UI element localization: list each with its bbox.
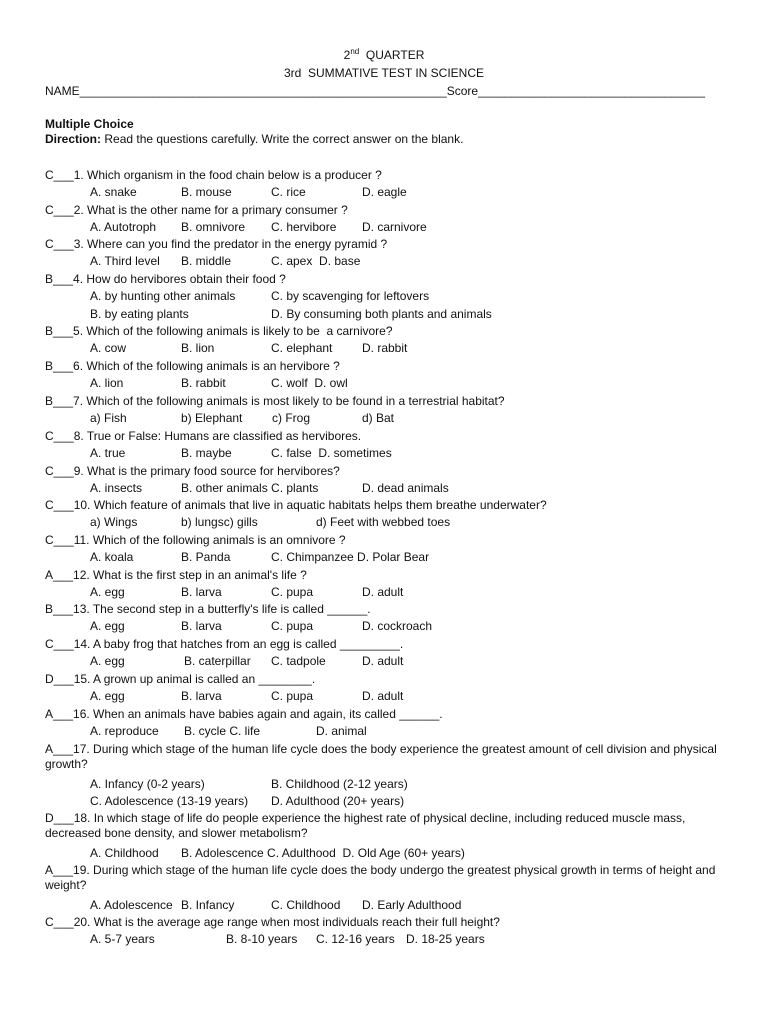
question-8-option: B. maybe: [181, 446, 232, 460]
question-5-option: D. rabbit: [362, 341, 408, 355]
question-17: A___17. During which stage of the human life cycle does the body experience the greatest amount of cell division and physical growth?: [45, 742, 717, 771]
question-1: C___1. Which organism in the food chain below is a producer ?: [45, 168, 382, 182]
question-5-option: C. elephant: [271, 341, 333, 355]
question-1-option: B. mouse: [181, 185, 232, 199]
question-7-option: b) Elephant: [181, 411, 243, 425]
question-20: C___20. What is the average age range when most individuals reach their full height?: [45, 915, 500, 929]
question-7-option: a) Fish: [90, 411, 127, 425]
question-19-option: D. Early Adulthood: [362, 898, 462, 912]
question-14-option: A. egg: [90, 654, 125, 668]
quarter-heading: 2nd QUARTER: [343, 47, 425, 62]
question-1-option: A. snake: [90, 185, 137, 199]
question-8-option: C. false D. sometimes: [271, 446, 392, 460]
question-16-option: A. reproduce: [90, 724, 159, 738]
question-20-option: C. 12-16 years: [316, 932, 395, 946]
question-4-option: A. by hunting other animals: [90, 289, 236, 303]
question-13-option: D. cockroach: [362, 619, 433, 633]
question-18-option: B. Adolescence C. Adulthood D. Old Age (60+ years): [181, 846, 465, 860]
question-9: C___9. What is the primary food source for hervibores?: [45, 464, 340, 478]
question-19-option: A. Adolescence: [90, 898, 173, 912]
question-8-option: A. true: [90, 446, 126, 460]
question-17-option: D. Adulthood (20+ years): [271, 794, 405, 808]
question-4: B___4. How do hervibores obtain their food ?: [45, 272, 286, 286]
question-9-option: A. insects: [90, 481, 143, 495]
question-15-option: B. larva: [181, 689, 222, 703]
question-15-option: C. pupa: [271, 689, 314, 703]
question-11-option: A. koala: [90, 550, 134, 564]
question-12-option: A. egg: [90, 585, 125, 599]
question-1-option: D. eagle: [362, 185, 407, 199]
name-score-line: NAME_______________________________________________________Score__________________________________: [45, 84, 705, 98]
question-12-option: D. adult: [362, 585, 404, 599]
question-14-option: C. tadpole: [271, 654, 326, 668]
question-10-option: a) Wings: [90, 515, 138, 529]
question-20-option: A. 5-7 years: [90, 932, 155, 946]
question-5-option: B. lion: [181, 341, 215, 355]
question-16: A___16. When an animals have babies again and again, its called ______.: [45, 707, 443, 721]
section-heading: Multiple Choice: [45, 117, 134, 131]
question-13-option: A. egg: [90, 619, 125, 633]
question-17-option: A. Infancy (0-2 years): [90, 777, 205, 791]
question-13-option: C. pupa: [271, 619, 314, 633]
question-12-option: B. larva: [181, 585, 222, 599]
question-7: B___7. Which of the following animals is most likely to be found in a terrestrial habitat?: [45, 394, 505, 408]
question-2-option: C. hervibore: [271, 220, 337, 234]
direction-label: Direction:: [45, 132, 102, 146]
direction-text: Read the questions carefully. Write the correct answer on the blank.: [101, 132, 464, 146]
question-3-option: C. apex D. base: [271, 254, 361, 268]
question-18: D___18. In which stage of life do people experience the highest rate of physical decline, including reduced muscle mass, decreased bone density, and slower metabolism?: [45, 811, 686, 840]
question-3-option: B. middle: [181, 254, 232, 268]
question-1-option: C. rice: [271, 185, 306, 199]
question-14-option: B. caterpillar: [184, 654, 251, 668]
question-13-option: B. larva: [181, 619, 222, 633]
question-10-option: d) Feet with webbed toes: [316, 515, 451, 529]
question-20-option: D. 18-25 years: [406, 932, 485, 946]
question-11: C___11. Which of the following animals is an omnivore ?: [45, 533, 346, 547]
question-2-option: A. Autotroph: [90, 220, 157, 234]
question-2-option: D. carnivore: [362, 220, 427, 234]
question-6: B___6. Which of the following animals is an hervibore ?: [45, 359, 340, 373]
question-13: B___13. The second step in a butterfly's life is called ______.: [45, 602, 371, 616]
question-8: C___8. True or False: Humans are classified as hervibores.: [45, 429, 362, 443]
question-11-option: C. Chimpanzee D. Polar Bear: [271, 550, 430, 564]
question-3: C___3. Where can you find the predator in the energy pyramid ?: [45, 237, 388, 251]
question-14-option: D. adult: [362, 654, 404, 668]
question-11-option: B. Panda: [181, 550, 231, 564]
question-6-option: C. wolf D. owl: [271, 376, 348, 390]
question-5-option: A. cow: [90, 341, 127, 355]
direction: [45, 132, 463, 147]
question-17-option: C. Adolescence (13-19 years): [90, 794, 249, 808]
question-18-option: A. Childhood: [90, 846, 159, 860]
question-17-option: B. Childhood (2-12 years): [271, 777, 408, 791]
question-10: C___10. Which feature of animals that live in aquatic habitats helps them breathe underwater?: [45, 498, 547, 512]
test-title: 3rd SUMMATIVE TEST IN SCIENCE: [283, 66, 485, 80]
question-4-option: B. by eating plants: [90, 307, 189, 321]
question-16-option: D. animal: [316, 724, 367, 738]
question-12-option: C. pupa: [271, 585, 314, 599]
question-9-option: D. dead animals: [362, 481, 449, 495]
question-6-option: A. lion: [90, 376, 124, 390]
question-7-option: d) Bat: [362, 411, 395, 425]
question-3-option: A. Third level: [90, 254, 160, 268]
question-4-option: C. by scavenging for leftovers: [271, 289, 430, 303]
question-5: B___5. Which of the following animals is likely to be a carnivore?: [45, 324, 393, 338]
question-2-option: B. omnivore: [181, 220, 246, 234]
question-15: D___15. A grown up animal is called an ________.: [45, 672, 316, 686]
question-16-option: B. cycle C. life: [184, 724, 261, 738]
question-20-option: B. 8-10 years: [226, 932, 298, 946]
question-4-option: D. By consuming both plants and animals: [271, 307, 492, 321]
question-7-option: c) Frog: [272, 411, 311, 425]
question-15-option: D. adult: [362, 689, 404, 703]
question-6-option: B. rabbit: [181, 376, 226, 390]
question-19: A___19. During which stage of the human life cycle does the body undergo the greatest physical growth in terms of height and weight?: [45, 863, 716, 892]
question-14: C___14. A baby frog that hatches from an egg is called _________.: [45, 637, 404, 651]
question-19-option: B. Infancy: [181, 898, 235, 912]
question-19-option: C. Childhood: [271, 898, 341, 912]
question-9-option: B. other animals C. plants: [181, 481, 319, 495]
question-12: A___12. What is the first step in an animal's life ?: [45, 568, 307, 582]
question-2: C___2. What is the other name for a primary consumer ?: [45, 203, 348, 217]
question-15-option: A. egg: [90, 689, 125, 703]
question-10-option: b) lungsc) gills: [181, 515, 258, 529]
